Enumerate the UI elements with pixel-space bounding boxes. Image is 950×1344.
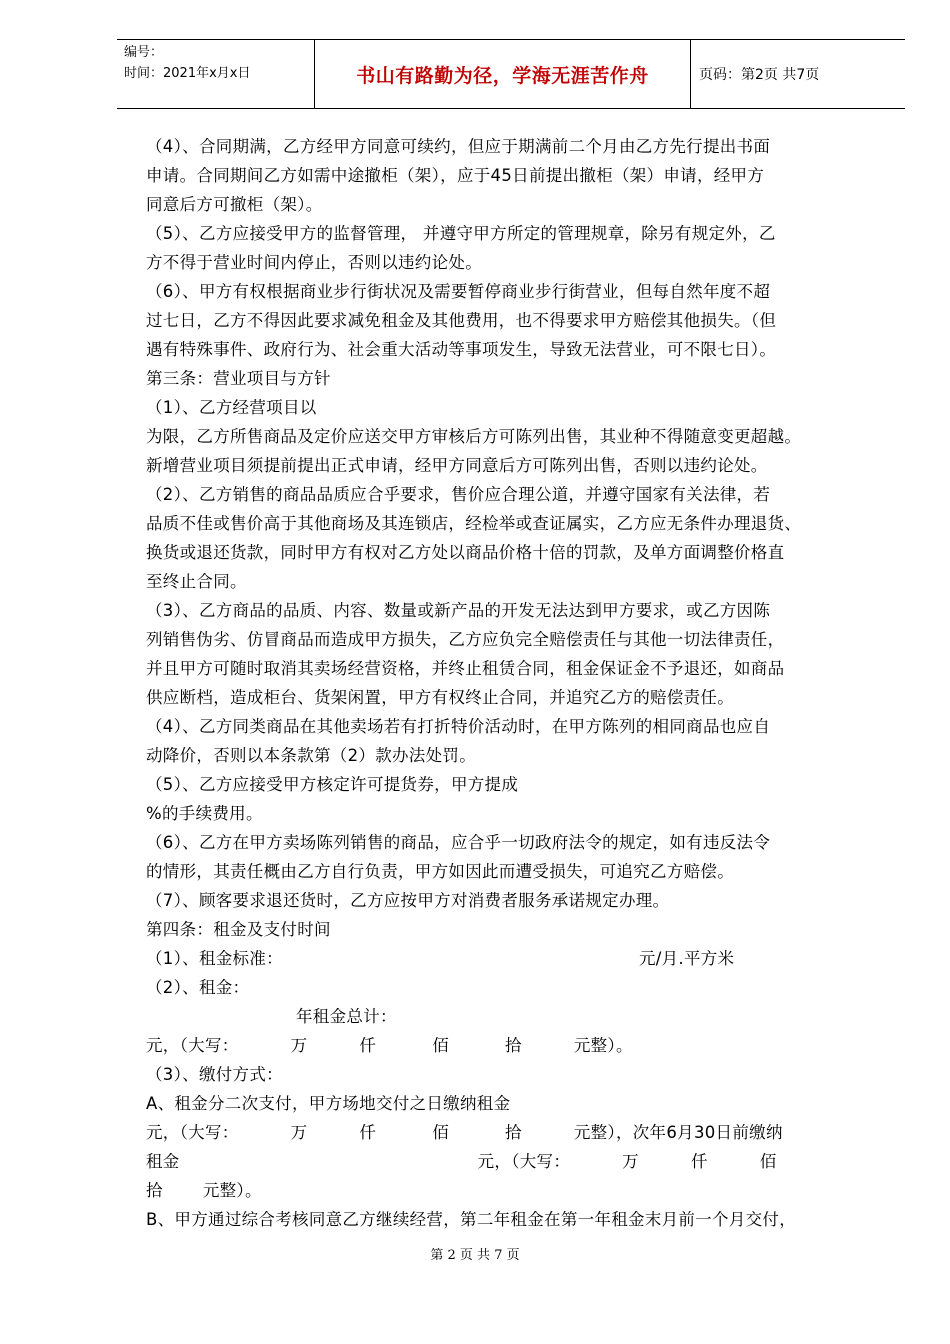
clause-line: 第四条：租金及支付时间 xyxy=(146,920,331,939)
page-footer: 第 2 页 共 7 页 xyxy=(430,1248,520,1263)
payment-a-line: A、租金分二次支付，甲方场地交付之日缴纳租金 xyxy=(146,1094,511,1113)
payment-a-rent2: 租金 元，（大写： 万 仟 佰 xyxy=(146,1152,777,1171)
clause-line: 供应断档，造成柜台、货架闲置，甲方有权终止合同，并追究乙方的赔偿责任。 xyxy=(146,688,734,707)
header-meta xyxy=(117,40,315,108)
daxie-line: 元，（大写： 万 仟 佰 拾 元整）。 xyxy=(146,1036,633,1055)
payment-label: （3）、缴付方式： xyxy=(146,1065,283,1084)
clause-line: （6）、乙方在甲方卖场陈列销售的商品，应合乎一切政府法令的规定，如有违反法令 xyxy=(146,833,771,852)
clause-line: 换货或退还货款，同时甲方有权对乙方处以商品价格十倍的罚款，及单方面调整价格直 xyxy=(146,543,785,562)
clause-line: 新增营业项目须提前提出正式申请，经甲方同意后方可陈列出售，否则以违约论处。 xyxy=(146,456,768,475)
clause-line: %的手续费用。 xyxy=(146,804,263,823)
clause-line: 第三条：营业项目与方针 xyxy=(146,369,331,388)
clause-line: （7）、顾客要求退还货时，乙方应按甲方对消费者服务承诺规定办理。 xyxy=(146,891,670,910)
clause-line: 品质不佳或售价高于其他商场及其连锁店，经检举或查证属实，乙方应无条件办理退货、 xyxy=(146,514,802,533)
payment-a-daxie: 元，（大写： 万 仟 佰 拾 元整），次年6月30日前缴纳 xyxy=(146,1123,783,1142)
page-header xyxy=(117,39,905,109)
clause-line: （4）、合同期满，乙方经甲方同意可续约，但应于期满前二个月由乙方先行提出书面 xyxy=(146,137,771,156)
payment-b-line: B、甲方通过综合考核同意乙方继续经营，第二年租金在第一年租金末月前一个月交付， xyxy=(146,1210,797,1229)
clause-line: 并且甲方可随时取消其卖场经营资格，并终止租赁合同，租金保证金不予退还，如商品 xyxy=(146,659,785,678)
clause-line: 至终止合同。 xyxy=(146,572,247,591)
rent-standard-line: （1）、租金标准： 元/月.平方米 xyxy=(146,949,735,968)
time-label: 时间：2021年x月x日 xyxy=(124,66,251,81)
clause-line: （6）、甲方有权根据商业步行街状况及需要暂停商业步行街营业，但每自然年度不超 xyxy=(146,282,771,301)
number-label: 编号： xyxy=(124,45,164,60)
payment-a-last: 拾 元整）。 xyxy=(146,1181,262,1200)
clause-line: 动降价，否则以本条款第（2）款办法处罚。 xyxy=(146,746,476,765)
annual-total: 年租金总计： xyxy=(296,1007,397,1026)
clause-line: （2）、乙方销售的商品品质应合乎要求，售价应合理公道，并遵守国家有关法律，若 xyxy=(146,485,771,504)
clause-line: 列销售伪劣、仿冒商品而造成甲方损失，乙方应负完全赔偿责任与其他一切法律责任， xyxy=(146,630,785,649)
clause-line: 方不得于营业时间内停止，否则以违约论处。 xyxy=(146,253,482,272)
clause-line: 申请。合同期间乙方如需中途撤柜（架），应于45日前提出撤柜（架）申请，经甲方 xyxy=(146,166,765,185)
document-body xyxy=(146,132,886,1234)
header-motto: 书山有路勤为径，学海无涯苦作舟 xyxy=(315,40,691,108)
clause-line: 为限，乙方所售商品及定价应送交甲方审核后方可陈列出售，其业种不得随意变更超越。 xyxy=(146,427,802,446)
clause-line: 遇有特殊事件、政府行为、社会重大活动等事项发生，导致无法营业，可不限七日）。 xyxy=(146,340,777,359)
clause-line: 过七日，乙方不得因此要求减免租金及其他费用，也不得要求甲方赔偿其他损失。（但 xyxy=(146,311,777,330)
rent-label: （2）、租金： xyxy=(146,978,250,997)
clause-line: （5）、乙方应接受甲方的监督管理， 并遵守甲方所定的管理规章，除另有规定外，乙 xyxy=(146,224,776,243)
clause-line: 的情形，其责任概由乙方自行负责，甲方如因此而遭受损失，可追究乙方赔偿。 xyxy=(146,862,734,881)
contract-clauses xyxy=(146,132,886,944)
clause-line: 同意后方可撤柜（架）。 xyxy=(146,195,323,214)
clause-line: （3）、乙方商品的品质、内容、数量或新产品的开发无法达到甲方要求，或乙方因陈 xyxy=(146,601,771,620)
clause-line: （4）、乙方同类商品在其他卖场若有打折特价活动时，在甲方陈列的相同商品也应自 xyxy=(146,717,771,736)
clause-line: （5）、乙方应接受甲方核定许可提货券，甲方提成 xyxy=(146,775,519,794)
header-page-info: 页码：第2页 共7页 xyxy=(699,67,820,83)
clause-line: （1）、乙方经营项目以 xyxy=(146,398,317,417)
